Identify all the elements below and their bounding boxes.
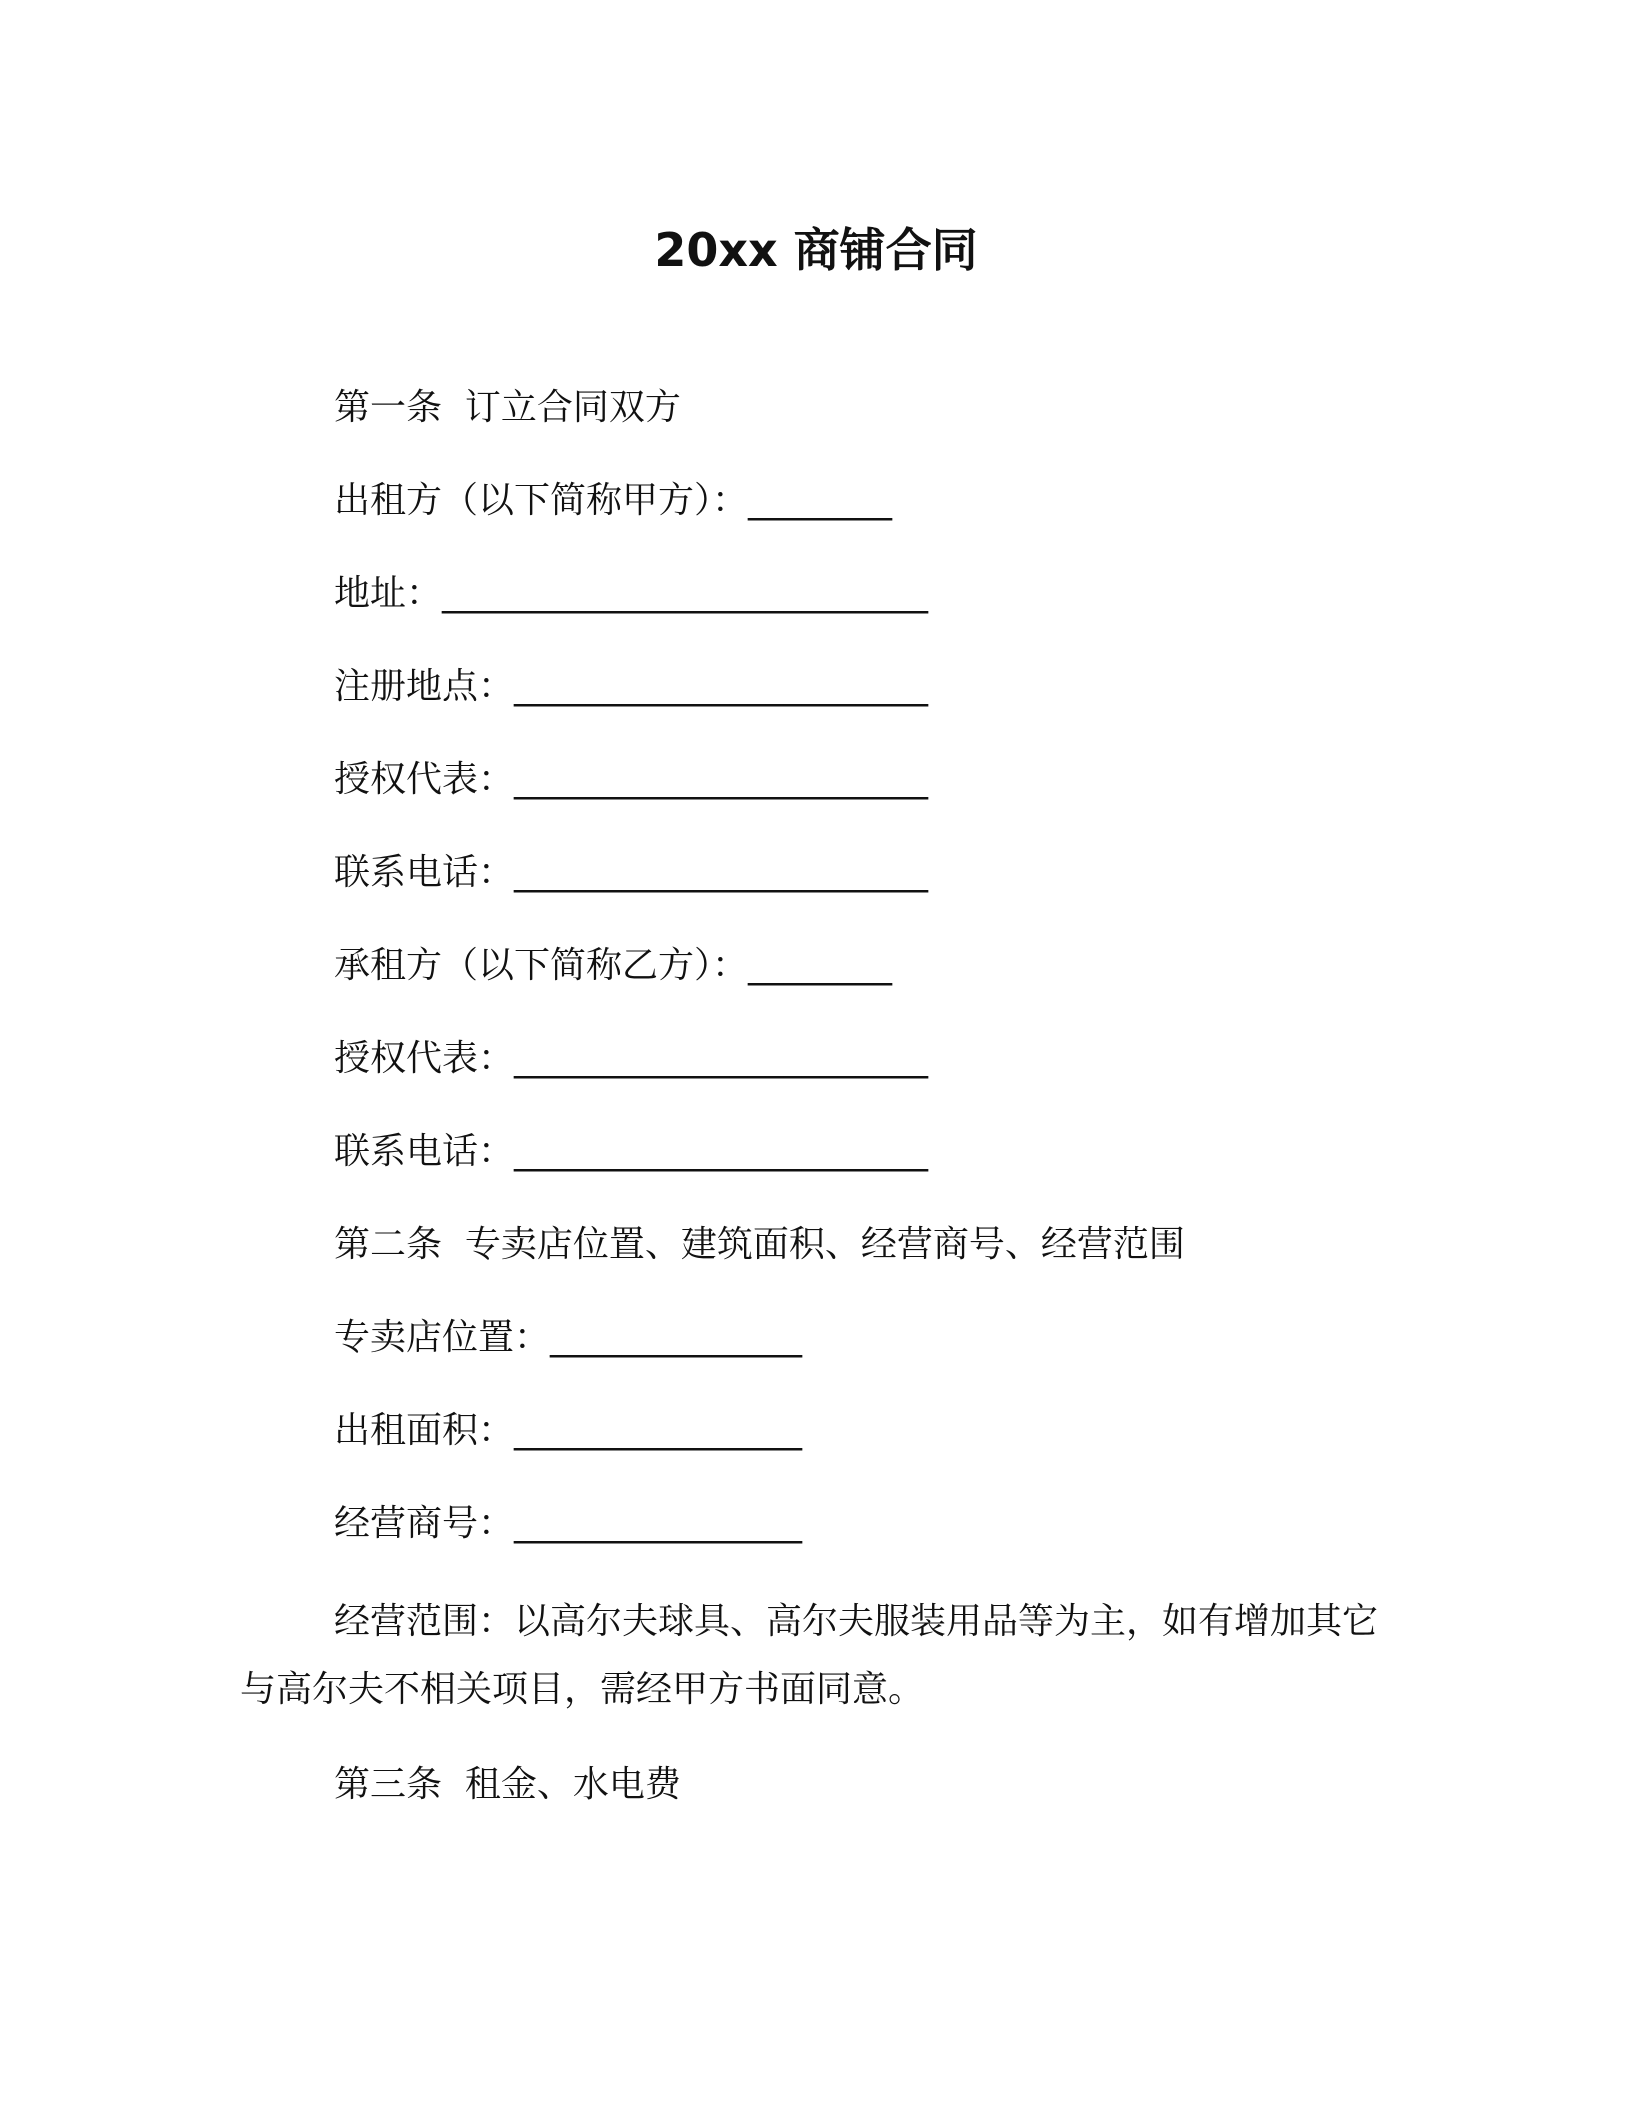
lessor-representative-line: 授权代表：_______________________ <box>334 759 929 800</box>
address-line: 地址：___________________________ <box>334 573 929 614</box>
lessee-representative-line: 授权代表：_______________________ <box>334 1038 929 1079</box>
lessee-phone-line: 联系电话：_______________________ <box>334 1131 929 1172</box>
lessor-phone-line: 联系电话：_______________________ <box>334 852 929 893</box>
trade-name-line: 经营商号：________________ <box>334 1503 803 1544</box>
registered-place-line: 注册地点：_______________________ <box>334 666 929 707</box>
lessor-line: 出租方（以下简称甲方）：________ <box>334 480 893 521</box>
store-location-line: 专卖店位置：______________ <box>334 1317 803 1358</box>
section-heading-1: 第一条 订立合同双方 <box>334 387 681 428</box>
lessee-line: 承租方（以下简称乙方）：________ <box>334 945 893 986</box>
section-heading-2: 第二条 专卖店位置、建筑面积、经营商号、经营范围 <box>334 1224 1185 1265</box>
document-title: 20xx 商铺合同 <box>654 223 978 277</box>
business-scope-paragraph: 经营范围：以高尔夫球具、高尔夫服装用品等为主，如有增加其它与高尔夫不相关项目，需经甲方书面同意。 <box>240 1601 1379 1710</box>
section-heading-3: 第三条 租金、水电费 <box>334 1764 681 1805</box>
rental-area-line: 出租面积：________________ <box>334 1410 803 1451</box>
